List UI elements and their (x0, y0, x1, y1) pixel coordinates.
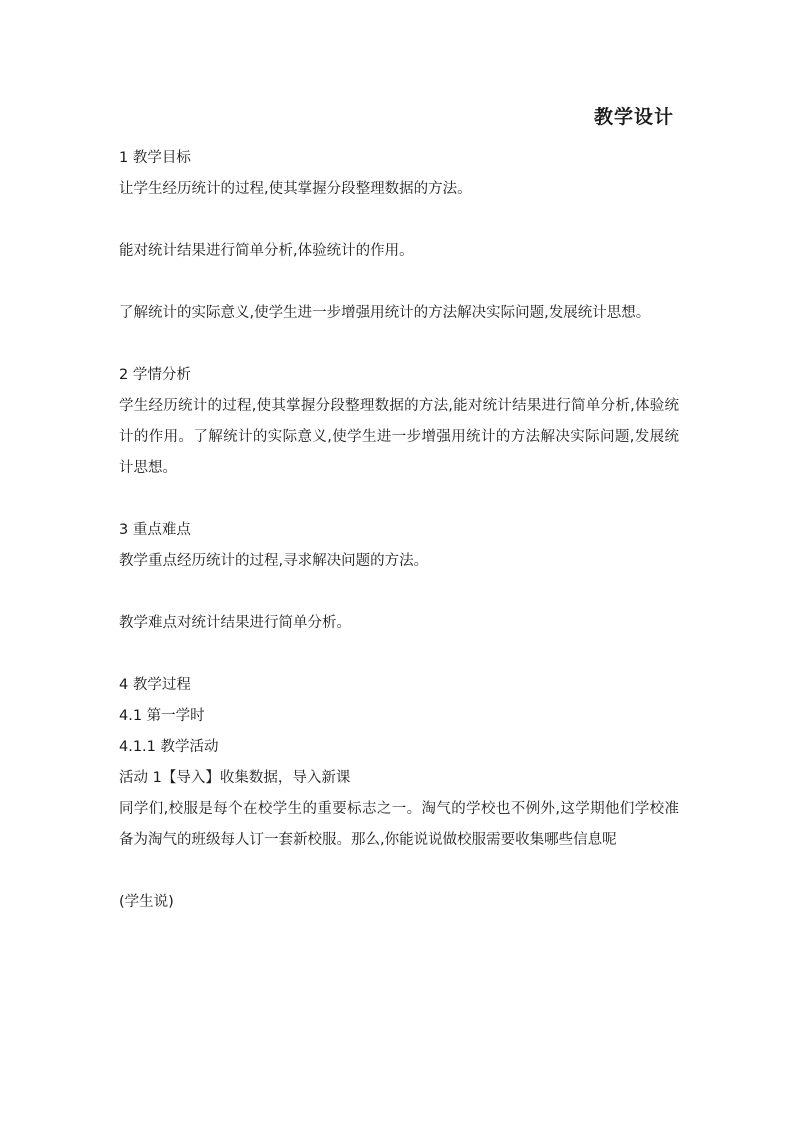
paragraph-gap (119, 484, 679, 515)
section-heading-analysis: 2 学情分析 (119, 367, 191, 383)
section-heading-key-points: 3 重点难点 (119, 522, 191, 538)
paragraph-gap (119, 856, 679, 887)
activity-title: 活动 1【导入】收集数据，导入新课 (119, 770, 351, 786)
document-body (119, 143, 679, 918)
paragraph-gap (119, 577, 679, 608)
section-heading-process: 4 教学过程 (119, 677, 191, 693)
student-note: (学生说) (119, 894, 174, 910)
paragraph-gap (119, 329, 679, 360)
paragraph-gap (119, 205, 679, 236)
analysis-text: 学生经历统计的过程,使其掌握分段整理数据的方法,能对统计结果进行简单分析,体验统计的作用。了解统计的实际意义,使学生进一步增强用统计的方法解决实际问题,发展统计思想。 (119, 398, 679, 476)
section-heading-objectives: 1 教学目标 (119, 150, 191, 166)
key-point-item: 教学难点对统计结果进行简单分析。 (119, 615, 351, 631)
paragraph-gap (119, 639, 679, 670)
objective-item: 了解统计的实际意义,使学生进一步增强用统计的方法解决实际问题,发展统计思想。 (119, 305, 651, 321)
key-point-item: 教学重点经历统计的过程,寻求解决问题的方法。 (119, 553, 429, 569)
activities-heading: 4.1.1 教学活动 (119, 739, 219, 755)
objective-item: 让学生经历统计的过程,使其掌握分段整理数据的方法。 (119, 181, 472, 197)
paragraph-gap (119, 267, 679, 298)
activity-text: 同学们,校服是每个在校学生的重要标志之一。淘气的学校也不例外,这学期他们学校准备为淘气的班级每人订一套新校服。那么,你能说说做校服需要收集哪些信息呢 (119, 801, 679, 848)
document-title: 教学设计 (593, 106, 674, 128)
objective-item: 能对统计结果进行简单分析,体验统计的作用。 (119, 243, 414, 259)
lesson-heading: 4.1 第一学时 (119, 708, 205, 724)
